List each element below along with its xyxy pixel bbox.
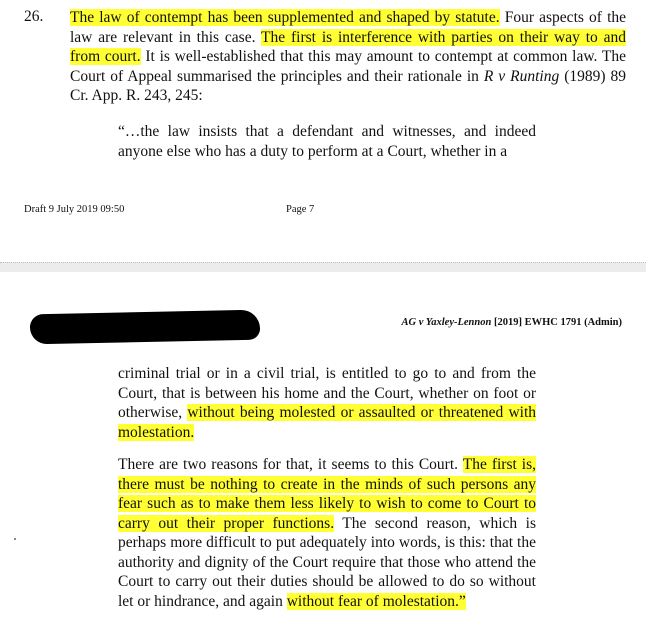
highlighted-text: The first is interference with parties on their way to and from court.	[70, 28, 626, 65]
paragraph-26	[70, 8, 626, 106]
document-page-7	[0, 0, 646, 262]
header-case-name: AG v Yaxley-Lennon	[401, 317, 492, 328]
case-name: R v Runting	[483, 67, 560, 85]
quote-text: The second reason, which is perhaps more difficult to put adequately into words, is this: that the authority and dignity of the Court require that those who attend the Court to carry out their duties should be allowed to do so without let or hindrance, and again	[118, 514, 537, 610]
quote-text: There are two reasons for that, it seems to this Court.	[118, 456, 463, 473]
paragraph-text: (1989) 89 Cr. App. R. 243, 245:	[70, 67, 626, 104]
block-quote-reasons	[118, 455, 536, 611]
paragraph-number: 26.	[24, 8, 44, 25]
page-number: Page 7	[286, 204, 315, 215]
document-page-8	[0, 272, 646, 630]
draft-footer: Draft 9 July 2019 09:50	[24, 204, 125, 215]
highlighted-text: The first is, there must be nothing to create in the minds of such persons any fear such as to make them less likely to wish to come to Court to carry out their proper functions.	[118, 456, 536, 532]
header-citation: [2019] EWHC 1791 (Admin)	[491, 317, 622, 328]
paragraph-text: Four aspects of the law are relevant in this case.	[70, 9, 627, 46]
highlighted-text: The law of contempt has been supplemented and shaped by statute.	[70, 9, 500, 26]
block-quote: “…the law insists that a defendant and witnesses, and indeed anyone else who has a duty to perform at a Court, whether in a	[118, 123, 536, 160]
highlighted-text: without being molested or assaulted or threatened with molestation.	[118, 404, 536, 441]
block-quote-continued	[118, 364, 536, 442]
redaction-mark	[30, 310, 261, 345]
scan-speck	[14, 538, 16, 540]
running-header	[401, 317, 622, 328]
quote-text: criminal trial or in a civil trial, is entitled to go to and from the Court, that is between his home and the Court, whether on foot or otherwise,	[118, 365, 536, 421]
paragraph-text: It is well-established that this may amount to contempt at common law. The Court of Appeal summarised the principles and their rationale in	[70, 48, 626, 85]
highlighted-text: without fear of molestation.”	[286, 592, 466, 610]
